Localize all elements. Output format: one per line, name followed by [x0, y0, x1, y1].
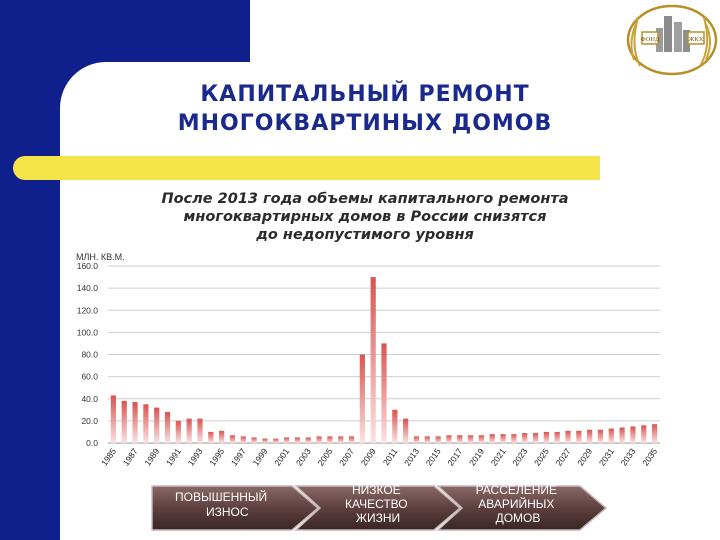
x-tick-label: 2021 [488, 446, 508, 468]
x-tick-label: 2017 [445, 446, 465, 468]
bar-2007 [349, 436, 354, 443]
bar-2026 [555, 432, 560, 443]
bar-1988 [143, 404, 148, 443]
x-tick-label: 2029 [575, 446, 595, 468]
bar-2021 [500, 434, 505, 443]
bar-2001 [284, 437, 289, 443]
bar-1999 [262, 439, 267, 443]
x-tick-label: 1985 [99, 446, 119, 468]
bar-2018 [468, 435, 473, 443]
bar-1997 [241, 436, 246, 443]
bar-1990 [165, 412, 170, 443]
bar-chart [60, 246, 672, 482]
bar-2024 [533, 433, 538, 443]
x-tick-label: 2023 [510, 446, 530, 468]
bar-1994 [208, 432, 213, 443]
bar-1987 [132, 402, 137, 443]
bar-2032 [620, 428, 625, 443]
slide-title-line-2: МНОГОКВАРТИНЫХ ДОМОВ [177, 111, 553, 136]
x-tick-label: 1993 [185, 446, 205, 468]
phase-2-label-line-1: НИЗКОЕ [351, 484, 401, 497]
bar-2008 [360, 355, 365, 444]
bar-1998 [252, 437, 257, 443]
x-tick-label: 1987 [120, 446, 140, 468]
x-tick-label: 2025 [531, 446, 551, 468]
x-tick-label: 2007 [337, 446, 357, 468]
phase-1-label-line-1: ПОВЫШЕННЫЙ [175, 490, 268, 504]
x-tick-label: 2027 [553, 446, 573, 468]
bar-1992 [187, 419, 192, 443]
bar-2022 [511, 434, 516, 443]
bar-1996 [230, 435, 235, 443]
bar-2009 [371, 277, 376, 443]
phase-arrow-2 [296, 484, 460, 530]
y-tick-label: 140.0 [76, 283, 98, 294]
bar-2011 [392, 410, 397, 443]
x-tick-label: 2003 [293, 446, 313, 468]
bar-2029 [587, 430, 592, 443]
x-tick-label: 2019 [467, 446, 487, 468]
yellow-accent-bar [13, 156, 600, 180]
x-tick-label: 2015 [423, 446, 443, 468]
x-tick-label: 1989 [142, 446, 162, 468]
bar-2027 [565, 431, 570, 443]
bar-2030 [598, 430, 603, 443]
bar-2015 [436, 436, 441, 443]
bar-2012 [403, 419, 408, 443]
bar-2017 [457, 435, 462, 443]
x-tick-label: 1997 [228, 446, 248, 468]
bar-2028 [576, 431, 581, 443]
y-tick-label: 0.0 [86, 438, 98, 448]
phase-2-label-line-3: ЖИЗНИ [355, 511, 401, 525]
slide-title [130, 80, 600, 138]
y-tick-labels [77, 261, 99, 448]
x-tick-label: 1999 [250, 446, 270, 468]
bar-2019 [479, 435, 484, 443]
bar-2002 [295, 437, 300, 443]
building-2 [674, 22, 682, 52]
bar-2010 [381, 343, 386, 443]
x-tick-label: 2033 [618, 446, 638, 468]
bar-2004 [316, 436, 321, 443]
x-tick-label: 2031 [596, 446, 616, 468]
bar-1991 [176, 421, 181, 443]
y-axis-label: МЛН. КВ.М. [76, 252, 125, 262]
x-tick-label: 2013 [402, 446, 422, 468]
y-tick-label: 60.0 [81, 371, 98, 382]
bar-2005 [327, 436, 332, 443]
phase-3-label-line-1: РАССЕЛЕНИЕ [475, 484, 558, 497]
bar-2000 [273, 439, 278, 443]
chart-title-line-3: до недопустимого уровня [256, 227, 474, 243]
bar-2033 [630, 426, 635, 443]
x-tick-label: 1991 [163, 446, 183, 468]
chart-title-line-1: После 2013 года объемы капитального ремонта [161, 191, 569, 207]
logo-text-left: ФОНД [640, 36, 660, 43]
chart-title [130, 190, 600, 244]
bar-1993 [197, 419, 202, 443]
bar-1985 [111, 395, 116, 443]
bar-2031 [609, 429, 614, 443]
slide-title-line-1: КАПИТАЛЬНЫЙ РЕМОНТ [200, 82, 530, 107]
y-tick-label: 160.0 [76, 261, 98, 271]
bar-2016 [446, 435, 451, 443]
x-tick-label: 2005 [315, 446, 335, 468]
phase-2-label-line-2: КАЧЕСТВО [345, 497, 408, 511]
bar-2006 [338, 436, 343, 443]
y-tick-label: 20.0 [81, 415, 98, 426]
phase-1-label-line-2: ИЗНОС [206, 505, 249, 519]
bars [111, 277, 657, 443]
bar-1995 [219, 431, 224, 443]
logo-text-right: ЖКХ [688, 36, 704, 43]
building-1 [664, 16, 672, 52]
x-tick-label: 2009 [358, 446, 378, 468]
x-tick-label: 2035 [640, 446, 660, 468]
fond-zhkh-logo [620, 2, 720, 82]
bar-1986 [122, 401, 127, 443]
x-tick-labels [99, 446, 659, 467]
bar-2034 [641, 425, 646, 443]
bar-2035 [652, 424, 657, 443]
x-tick-label: 2001 [272, 446, 292, 468]
bar-2020 [490, 434, 495, 443]
x-tick-label: 1995 [207, 446, 227, 468]
bar-2014 [425, 436, 430, 443]
y-tick-label: 100.0 [76, 327, 98, 338]
y-tick-label: 40.0 [81, 393, 98, 404]
bar-2023 [522, 433, 527, 443]
bar-2013 [414, 436, 419, 443]
phase-arrow-3 [438, 484, 606, 530]
phase-arrow-1 [152, 486, 318, 530]
chart-title-line-2: многоквартирных домов в России снизятся [183, 209, 547, 225]
x-tick-label: 2011 [380, 446, 400, 468]
y-tick-label: 120.0 [76, 305, 98, 316]
phase-3-label-line-3: ДОМОВ [495, 511, 541, 525]
bar-2003 [306, 437, 311, 443]
bar-1989 [154, 408, 159, 443]
phase-arrows [150, 484, 610, 532]
y-tick-label: 80.0 [81, 349, 98, 360]
phase-3-label-line-2: АВАРИЙНЫХ [478, 497, 555, 511]
bar-2025 [544, 432, 549, 443]
